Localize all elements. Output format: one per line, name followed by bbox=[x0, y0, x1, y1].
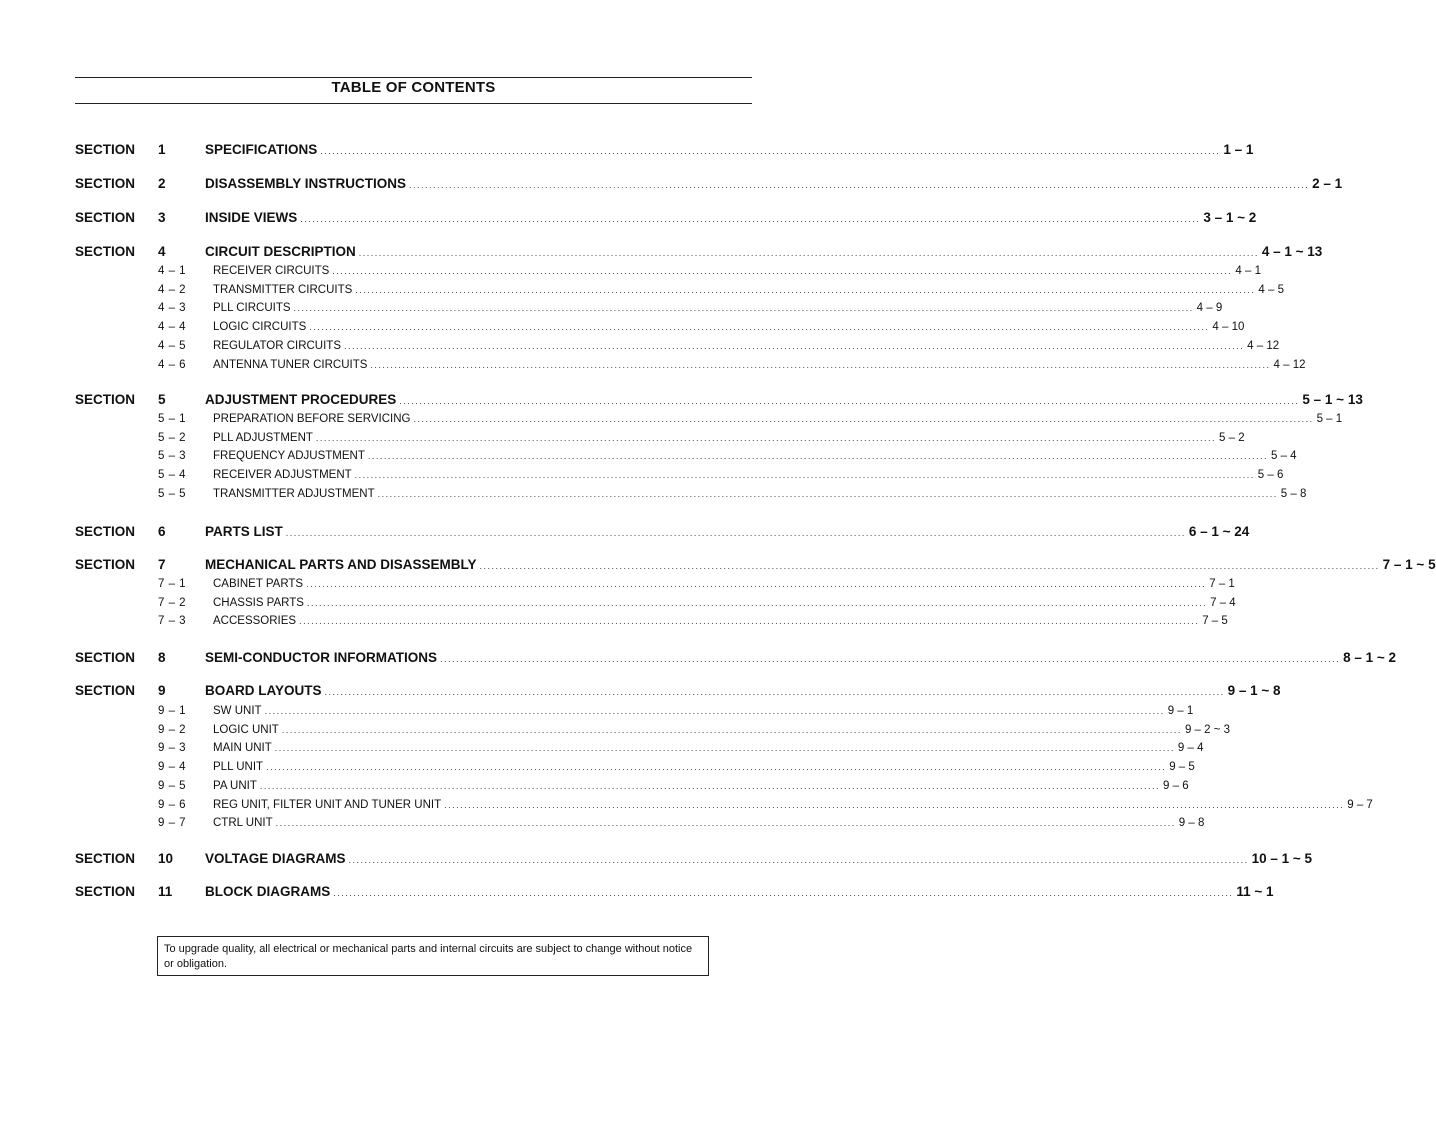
subsection-number: 9 – 6 bbox=[158, 798, 187, 811]
subsection-entry[interactable] bbox=[213, 265, 1261, 277]
section-entry-title: BLOCK DIAGRAMS bbox=[205, 884, 331, 899]
subsection-entry-title: PLL ADJUSTMENT bbox=[213, 431, 313, 444]
subsection-number: 7 – 1 bbox=[158, 578, 187, 590]
section-entry-page: 10 – 1 ~ 5 bbox=[1251, 851, 1313, 866]
subsection-row bbox=[0, 339, 1280, 356]
dot-leader: ................................................................................................................................................................................................................................. bbox=[299, 616, 1200, 627]
section-label: SECTION bbox=[75, 244, 136, 259]
section-row bbox=[0, 884, 1274, 900]
section-entry-page: 9 – 1 ~ 8 bbox=[1227, 683, 1281, 698]
subsection-entry-page: 5 – 8 bbox=[1280, 487, 1307, 500]
section-label: SECTION bbox=[75, 176, 136, 191]
section-entry-page: 2 – 1 bbox=[1312, 176, 1343, 191]
subsection-entry-page: 9 – 6 bbox=[1163, 779, 1189, 792]
section-number: 4 bbox=[158, 244, 166, 259]
section-entry-title: INSIDE VIEWS bbox=[205, 210, 298, 225]
subsection-entry-page: 4 – 12 bbox=[1273, 358, 1306, 371]
subsection-entry-page: 9 – 2 ~ 3 bbox=[1184, 723, 1231, 736]
section-entry-title: MECHANICAL PARTS AND DISASSEMBLY bbox=[205, 557, 477, 572]
subsection-entry-title: TRANSMITTER ADJUSTMENT bbox=[213, 487, 375, 500]
subsection-entry-title: CABINET PARTS bbox=[213, 578, 304, 590]
subsection-entry-page: 9 – 4 bbox=[1177, 742, 1204, 755]
dot-leader: ................................................................................................................................................................................................................................. bbox=[309, 322, 1210, 333]
dot-leader: ................................................................................................................................................................................................................................. bbox=[354, 470, 1255, 481]
subsection-entry[interactable] bbox=[213, 705, 1194, 717]
subsection-entry-title: CTRL UNIT bbox=[213, 817, 273, 830]
subsection-number: 5 – 4 bbox=[158, 469, 187, 482]
subsection-row bbox=[0, 283, 1284, 300]
subsection-number: 7 – 2 bbox=[158, 596, 187, 609]
dot-leader: ................................................................................................................................................................................................................................. bbox=[293, 303, 1194, 314]
subsection-number: 4 – 1 bbox=[158, 265, 187, 277]
subsection-entry-title: REGULATOR CIRCUITS bbox=[213, 339, 342, 352]
section-entry-page: 3 – 1 ~ 2 bbox=[1203, 210, 1257, 225]
section-number: 6 bbox=[158, 524, 166, 539]
subsection-entry-page: 4 – 10 bbox=[1212, 321, 1245, 334]
dot-leader: ................................................................................................................................................................................................................................. bbox=[324, 687, 1225, 697]
subsection-entry[interactable] bbox=[213, 742, 1204, 755]
section-number: 7 bbox=[158, 557, 166, 572]
dot-leader: ................................................................................................................................................................................................................................. bbox=[274, 743, 1175, 754]
section-label: SECTION bbox=[75, 142, 136, 157]
subsection-entry-page: 4 – 5 bbox=[1258, 283, 1284, 296]
section-entry[interactable] bbox=[205, 650, 1397, 665]
section-entry[interactable] bbox=[205, 884, 1274, 899]
subsection-entry-title: FREQUENCY ADJUSTMENT bbox=[213, 450, 365, 463]
section-number: 8 bbox=[158, 650, 166, 665]
bottom-rule bbox=[75, 103, 752, 104]
subsection-entry-title: PA UNIT bbox=[213, 779, 257, 792]
dot-leader: ................................................................................................................................................................................................................................. bbox=[259, 780, 1161, 791]
subsection-entry[interactable] bbox=[213, 761, 1195, 774]
subsection-number: 9 – 1 bbox=[158, 705, 187, 717]
subsection-entry-title: PREPARATION BEFORE SERVICING bbox=[213, 413, 411, 425]
section-entry-page: 1 – 1 bbox=[1223, 142, 1254, 157]
section-number: 1 bbox=[158, 142, 166, 157]
subsection-entry-title: MAIN UNIT bbox=[213, 742, 272, 755]
subsection-number: 9 – 3 bbox=[158, 742, 187, 755]
subsection-entry[interactable] bbox=[213, 578, 1235, 590]
dot-leader: ................................................................................................................................................................................................................................. bbox=[440, 654, 1341, 664]
section-label: SECTION bbox=[75, 524, 136, 539]
section-entry[interactable] bbox=[205, 176, 1343, 191]
subsection-row bbox=[0, 705, 1194, 721]
subsection-row bbox=[0, 742, 1204, 758]
section-row bbox=[0, 650, 1397, 666]
section-row bbox=[0, 244, 1323, 260]
subsection-entry[interactable] bbox=[213, 469, 1284, 482]
subsection-entry-page: 4 – 12 bbox=[1247, 339, 1280, 352]
subsection-row bbox=[0, 817, 1205, 833]
dot-leader: ................................................................................................................................................................................................................................. bbox=[348, 855, 1249, 865]
section-number: 5 bbox=[158, 392, 166, 407]
section-row bbox=[0, 176, 1343, 192]
dot-leader: ................................................................................................................................................................................................................................. bbox=[409, 180, 1310, 190]
subsection-number: 9 – 4 bbox=[158, 761, 187, 774]
dot-leader: ................................................................................................................................................................................................................................. bbox=[281, 724, 1182, 735]
notice-box: To upgrade quality, all electrical or mechanical parts and internal circuits are subject to change without notice or obligation. bbox=[157, 936, 709, 976]
section-number: 2 bbox=[158, 176, 166, 191]
section-entry-title: BOARD LAYOUTS bbox=[205, 683, 322, 698]
section-label: SECTION bbox=[75, 557, 136, 572]
dot-leader: ................................................................................................................................................................................................................................. bbox=[264, 706, 1165, 716]
section-entry[interactable] bbox=[205, 392, 1363, 407]
subsection-entry-title: LOGIC CIRCUITS bbox=[213, 321, 307, 334]
section-entry[interactable] bbox=[205, 557, 1436, 572]
subsection-row bbox=[0, 578, 1235, 594]
section-entry[interactable] bbox=[205, 851, 1313, 866]
top-rule bbox=[75, 77, 752, 78]
section-number: 11 bbox=[158, 884, 173, 899]
subsection-row bbox=[0, 798, 1373, 815]
dot-leader: ................................................................................................................................................................................................................................. bbox=[479, 561, 1380, 571]
subsection-entry-title: RECEIVER ADJUSTMENT bbox=[213, 469, 352, 482]
subsection-entry[interactable] bbox=[213, 723, 1231, 736]
dot-leader: ................................................................................................................................................................................................................................. bbox=[275, 818, 1176, 829]
subsection-number: 4 – 6 bbox=[158, 358, 187, 371]
section-entry-page: 6 – 1 ~ 24 bbox=[1188, 524, 1250, 539]
section-entry[interactable] bbox=[205, 142, 1254, 157]
section-label: SECTION bbox=[75, 392, 136, 407]
dot-leader: ................................................................................................................................................................................................................................. bbox=[320, 146, 1221, 156]
section-entry-title: ADJUSTMENT PROCEDURES bbox=[205, 392, 397, 407]
subsection-row bbox=[0, 265, 1261, 281]
subsection-entry-page: 9 – 7 bbox=[1347, 798, 1373, 811]
dot-leader: ................................................................................................................................................................................................................................. bbox=[285, 528, 1186, 538]
section-number: 10 bbox=[158, 851, 174, 866]
section-row bbox=[0, 683, 1281, 699]
subsection-entry-title: RECEIVER CIRCUITS bbox=[213, 265, 330, 277]
subsection-entry[interactable] bbox=[213, 302, 1223, 315]
section-label: SECTION bbox=[75, 210, 136, 225]
subsection-entry-page: 5 – 2 bbox=[1219, 431, 1245, 444]
subsection-row bbox=[0, 723, 1231, 740]
subsection-entry-page: 5 – 6 bbox=[1257, 469, 1284, 482]
subsection-entry-title: REG UNIT, FILTER UNIT AND TUNER UNIT bbox=[213, 798, 442, 811]
section-entry-title: CIRCUIT DESCRIPTION bbox=[205, 244, 356, 259]
subsection-entry-page: 7 – 1 bbox=[1209, 578, 1235, 590]
dot-leader: ................................................................................................................................................................................................................................. bbox=[377, 488, 1278, 499]
subsection-row bbox=[0, 450, 1297, 466]
subsection-number: 4 – 2 bbox=[158, 283, 187, 296]
subsection-number: 9 – 7 bbox=[158, 817, 187, 830]
section-entry-title: DISASSEMBLY INSTRUCTIONS bbox=[205, 176, 407, 191]
section-entry-page: 5 – 1 ~ 13 bbox=[1302, 392, 1363, 407]
subsection-number: 7 – 3 bbox=[158, 615, 187, 628]
dot-leader: ................................................................................................................................................................................................................................. bbox=[306, 579, 1207, 589]
section-entry[interactable] bbox=[205, 210, 1257, 225]
subsection-entry[interactable] bbox=[213, 615, 1228, 628]
subsection-number: 4 – 5 bbox=[158, 339, 187, 352]
dot-leader: ................................................................................................................................................................................................................................. bbox=[332, 266, 1233, 276]
subsection-row bbox=[0, 596, 1236, 613]
section-entry-page: 7 – 1 ~ 5 bbox=[1382, 557, 1436, 572]
dot-leader: ................................................................................................................................................................................................................................. bbox=[344, 340, 1245, 351]
dot-leader: ................................................................................................................................................................................................................................. bbox=[300, 214, 1201, 224]
dot-leader: ................................................................................................................................................................................................................................. bbox=[367, 451, 1268, 462]
section-number: 3 bbox=[158, 210, 166, 225]
subsection-entry-page: 5 – 4 bbox=[1270, 450, 1297, 463]
dot-leader: ................................................................................................................................................................................................................................. bbox=[399, 396, 1300, 406]
subsection-entry-title: SW UNIT bbox=[213, 705, 262, 717]
section-label: SECTION bbox=[75, 884, 136, 899]
subsection-entry-page: 7 – 5 bbox=[1202, 615, 1228, 628]
section-row bbox=[0, 851, 1313, 867]
subsection-entry-title: ACCESSORIES bbox=[213, 615, 297, 628]
section-label: SECTION bbox=[75, 683, 136, 698]
subsection-entry[interactable] bbox=[213, 817, 1205, 830]
subsection-entry[interactable] bbox=[213, 596, 1236, 609]
subsection-entry-page: 9 – 1 bbox=[1167, 705, 1194, 717]
section-entry-title: SPECIFICATIONS bbox=[205, 142, 318, 157]
section-number: 9 bbox=[158, 683, 166, 698]
subsection-row bbox=[0, 358, 1306, 375]
section-label: SECTION bbox=[75, 851, 136, 866]
section-row bbox=[0, 557, 1436, 573]
subsection-entry[interactable] bbox=[213, 450, 1297, 463]
subsection-number: 5 – 3 bbox=[158, 450, 187, 463]
subsection-row bbox=[0, 469, 1284, 485]
subsection-row bbox=[0, 487, 1307, 504]
dot-leader: ................................................................................................................................................................................................................................. bbox=[266, 762, 1167, 773]
subsection-number: 5 – 1 bbox=[158, 413, 187, 425]
subsection-entry-page: 4 – 9 bbox=[1196, 302, 1223, 315]
subsection-entry-title: ANTENNA TUNER CIRCUITS bbox=[213, 358, 368, 371]
subsection-entry-title: PLL CIRCUITS bbox=[213, 302, 291, 315]
dot-leader: ................................................................................................................................................................................................................................. bbox=[355, 284, 1256, 295]
section-row bbox=[0, 524, 1250, 540]
dot-leader: ................................................................................................................................................................................................................................. bbox=[306, 597, 1208, 608]
dot-leader: ................................................................................................................................................................................................................................. bbox=[358, 248, 1259, 258]
subsection-row bbox=[0, 413, 1343, 429]
section-entry[interactable] bbox=[205, 244, 1323, 259]
subsection-row bbox=[0, 321, 1245, 337]
section-row bbox=[0, 142, 1254, 158]
subsection-entry-title: PLL UNIT bbox=[213, 761, 264, 774]
subsection-entry[interactable] bbox=[213, 413, 1343, 425]
section-row bbox=[0, 210, 1257, 226]
section-entry-title: PARTS LIST bbox=[205, 524, 283, 539]
dot-leader: ................................................................................................................................................................................................................................. bbox=[315, 432, 1217, 443]
subsection-entry-title: CHASSIS PARTS bbox=[213, 596, 304, 609]
dot-leader: ................................................................................................................................................................................................................................. bbox=[333, 888, 1234, 898]
subsection-number: 4 – 3 bbox=[158, 302, 187, 315]
page-title: TABLE OF CONTENTS bbox=[331, 79, 496, 96]
dot-leader: ................................................................................................................................................................................................................................. bbox=[413, 414, 1314, 424]
subsection-entry[interactable] bbox=[213, 339, 1280, 352]
dot-leader: ................................................................................................................................................................................................................................. bbox=[444, 799, 1345, 810]
subsection-entry-title: LOGIC UNIT bbox=[213, 723, 279, 736]
subsection-entry[interactable] bbox=[213, 358, 1306, 371]
section-entry[interactable] bbox=[205, 524, 1250, 539]
subsection-number: 4 – 4 bbox=[158, 321, 187, 334]
dot-leader: ................................................................................................................................................................................................................................. bbox=[370, 359, 1271, 370]
subsection-number: 9 – 2 bbox=[158, 723, 187, 736]
subsection-entry[interactable] bbox=[213, 798, 1373, 811]
subsection-row bbox=[0, 615, 1228, 631]
subsection-row bbox=[0, 779, 1189, 796]
subsection-entry[interactable] bbox=[213, 779, 1189, 792]
section-entry-page: 4 – 1 ~ 13 bbox=[1261, 244, 1323, 259]
section-entry-title: SEMI-CONDUCTOR INFORMATIONS bbox=[205, 650, 437, 665]
subsection-entry-page: 4 – 1 bbox=[1235, 265, 1261, 277]
section-row bbox=[0, 392, 1363, 408]
subsection-entry[interactable] bbox=[213, 321, 1245, 334]
subsection-entry-page: 9 – 5 bbox=[1169, 761, 1195, 774]
section-entry-page: 8 – 1 ~ 2 bbox=[1343, 650, 1397, 665]
subsection-row bbox=[0, 302, 1223, 318]
subsection-entry[interactable] bbox=[213, 431, 1245, 444]
section-entry-page: 11 ~ 1 bbox=[1236, 884, 1274, 899]
section-entry-title: VOLTAGE DIAGRAMS bbox=[205, 851, 346, 866]
subsection-number: 5 – 5 bbox=[158, 487, 187, 500]
subsection-entry-title: TRANSMITTER CIRCUITS bbox=[213, 283, 353, 296]
subsection-entry-page: 9 – 8 bbox=[1178, 817, 1205, 830]
subsection-number: 5 – 2 bbox=[158, 431, 187, 444]
subsection-entry-page: 7 – 4 bbox=[1210, 596, 1236, 609]
subsection-number: 9 – 5 bbox=[158, 779, 187, 792]
section-entry[interactable] bbox=[205, 683, 1281, 698]
subsection-entry[interactable] bbox=[213, 487, 1307, 500]
subsection-row bbox=[0, 761, 1195, 777]
subsection-entry-page: 5 – 1 bbox=[1316, 413, 1343, 425]
section-label: SECTION bbox=[75, 650, 136, 665]
subsection-entry[interactable] bbox=[213, 283, 1284, 296]
subsection-row bbox=[0, 431, 1245, 448]
